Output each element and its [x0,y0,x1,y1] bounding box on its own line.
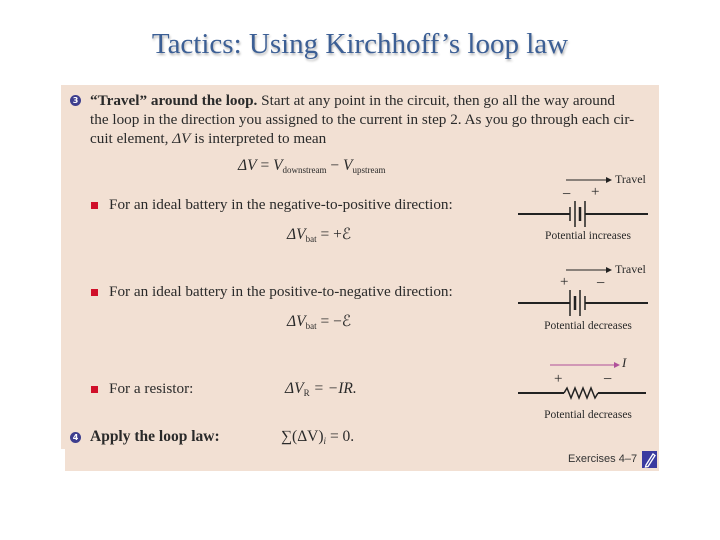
step-4-badge: 4 [70,432,81,443]
panel-notch [61,449,65,471]
current-label: I [622,355,627,370]
exercises-link[interactable]: Exercises 4–7 [568,453,638,465]
bullet-marker [91,289,98,296]
positive-sign: + [554,371,563,387]
equation-battery-plus: $\Delta V_{bat}$ = +ℰ [287,226,352,244]
step-3-line3-post: is interpreted to mean [190,130,327,147]
slide-title: Tactics: Using Kirchhoff’s loop law [151,28,569,60]
bullet-marker [91,202,98,209]
step-3-line3-var: ΔV [172,130,191,147]
positive-sign: + [591,184,600,200]
negative-sign: − [562,186,572,203]
bullet-battery-pos-to-neg: For an ideal battery in the positive-to-negative direction: [109,283,453,300]
bullet-resistor: For a resistor: [109,380,194,397]
bullet-marker [91,386,98,393]
resistor-diagram [518,353,658,423]
step-3-paragraph [90,91,660,148]
equation-battery-minus: $\Delta V_{bat}$ = −ℰ [287,313,352,331]
equation-resistor: $\Delta V_R = -IR$. [285,380,357,398]
step-3-line3-pre: cuit element, [90,130,173,147]
negative-sign: − [603,371,613,388]
loop-law-equation: $\sum(\Delta V)_i = 0$. [281,428,355,446]
step-3-line2: the loop in the direction you assigned to the current in step 2. As you go through each cir- [90,111,635,128]
caption-potential-increases: Potential increases [545,230,631,242]
delta-v-definition: $\Delta V = V_{downstream} - V_{upstream}$ [238,157,386,175]
step-3-lead: “Travel” around the loop. [90,92,258,109]
battery-diagram-increase [518,173,658,243]
travel-label: Travel [615,172,646,186]
bullet-battery-neg-to-pos: For an ideal battery in the negative-to-positive direction: [109,196,453,213]
battery-diagram-decrease [518,263,658,333]
negative-sign: − [596,275,606,292]
caption-potential-decreases: Potential decreases [544,409,632,421]
pencil-icon[interactable] [642,451,657,468]
step-4-label: Apply the loop law: [90,428,220,445]
step-3-line1: Start at any point in the circuit, then go all the way around [257,92,616,109]
positive-sign: + [560,274,569,290]
travel-label: Travel [615,262,646,276]
step-3-badge: 3 [70,95,81,106]
resistor-symbol-icon [518,353,658,409]
caption-potential-decreases: Potential decreases [544,320,632,332]
tactics-box [61,85,659,471]
